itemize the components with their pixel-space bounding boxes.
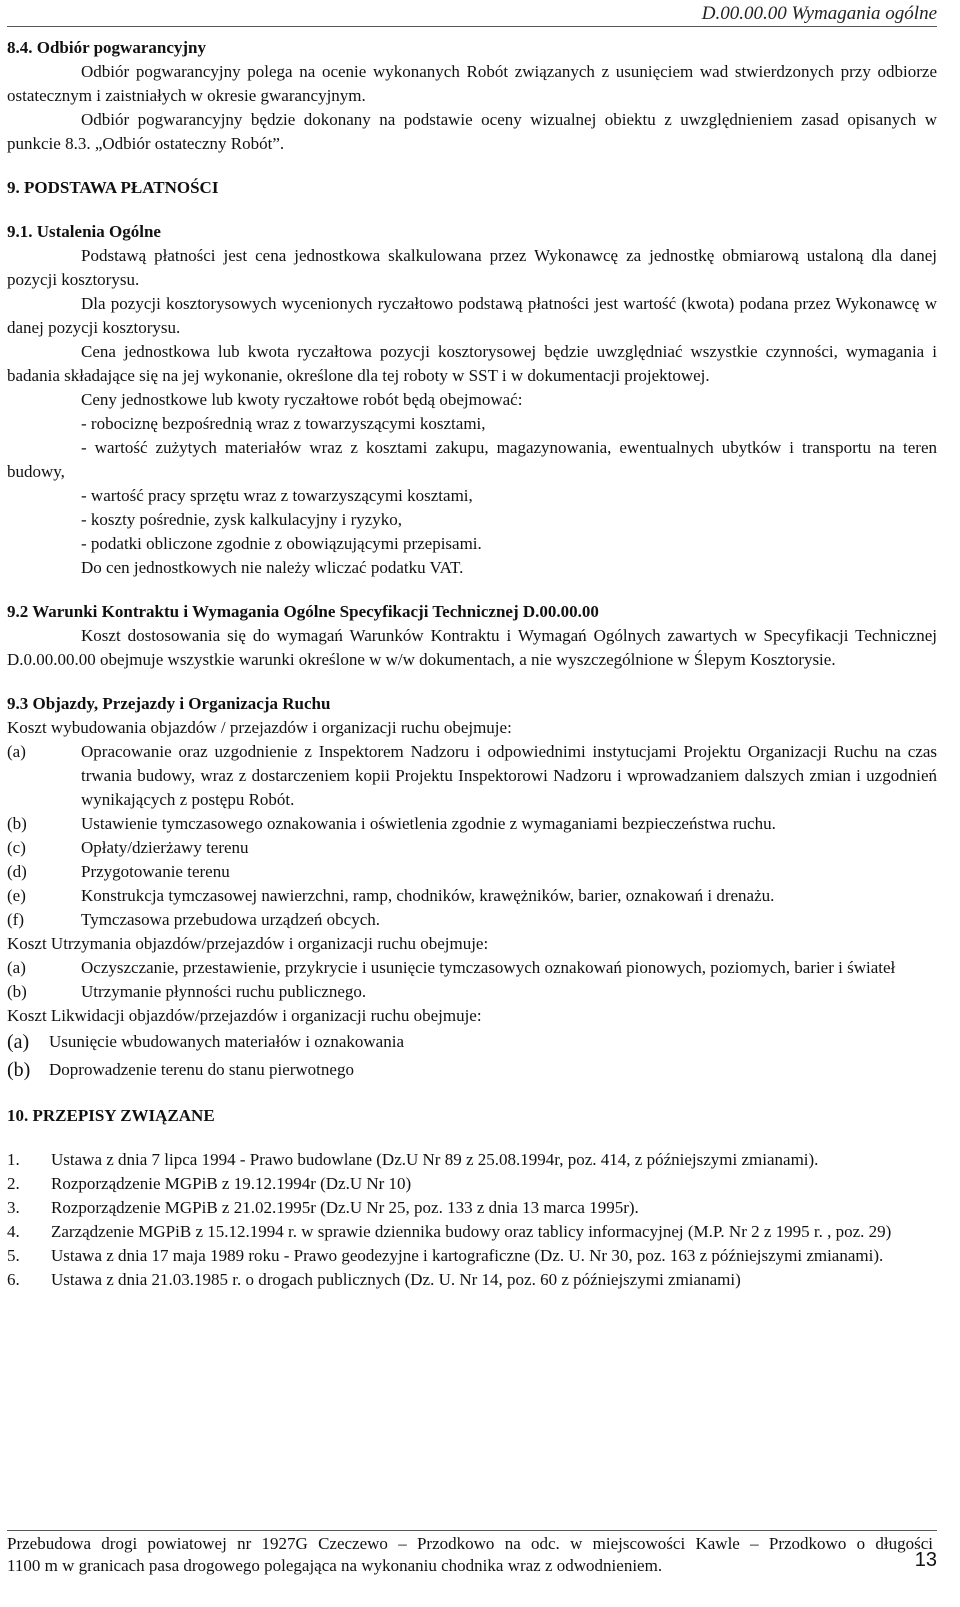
paragraph: Koszt wybudowania objazdów / przejazdów i organizacji ruchu obejmuje: bbox=[7, 718, 512, 737]
list-item: (e) Konstrukcja tymczasowej nawierzchni, ramp, chodników, krawężników, barier, oznakowań i drenażu. bbox=[7, 886, 775, 905]
regulation-item: 3. Rozporządzenie MGPiB z 21.02.1995r (Dz.U Nr 25, poz. 133 z dnia 13 marca 1995r). bbox=[7, 1198, 639, 1217]
regulation-item: 5. Ustawa z dnia 17 maja 1989 roku - Prawo geodezyjne i kartograficzne (Dz. U. Nr 30, poz. 163 z późniejszymi zmianami). bbox=[7, 1246, 884, 1265]
list-item: (f) Tymczasowa przebudowa urządzeń obcych. bbox=[7, 910, 381, 929]
list-item: (a) Oczyszczanie, przestawienie, przykrycie i usunięcie tymczasowych oznakowań pionowych, poziomych, barier i świateł bbox=[7, 958, 896, 977]
list-item: (a) Opracowanie oraz uzgodnienie z Inspektorem Nadzoru i odpowiednimi instytucjami Projektu Organizacji Ruchu na czas trwania budowy, wraz z dostarczeniem kopii Projektu Inspektorowi Nadzoru i wprowadzaniem dalszych zmian i uzgodnień wynikających z postępu Robót. bbox=[7, 742, 937, 809]
list-item: (b) Ustawienie tymczasowego oznakowania i oświetlenia zgodnie z wymaganiami bezpieczeństwa ruchu. bbox=[7, 814, 776, 833]
cost-item: - wartość zużytych materiałów wraz z kosztami zakupu, magazynowania, ewentualnych ubytków i transportu na teren budowy, bbox=[7, 438, 937, 481]
list-item: (b) Utrzymanie płynności ruchu publicznego. bbox=[7, 982, 367, 1001]
section-heading-9-2: 9.2 Warunki Kontraktu i Wymagania Ogólne Specyfikacji Technicznej D.00.00.00 bbox=[7, 602, 599, 621]
section-heading-10: 10. PRZEPISY ZWIĄZANE bbox=[7, 1106, 215, 1125]
regulation-item: 2. Rozporządzenie MGPiB z 19.12.1994r (Dz.U Nr 10) bbox=[7, 1174, 412, 1193]
list-item: (d) Przygotowanie terenu bbox=[7, 862, 230, 881]
list-item: (c) Opłaty/dzierżawy terenu bbox=[7, 838, 249, 857]
list-item: (b) Doprowadzenie terenu do stanu pierwotnego bbox=[7, 1059, 354, 1081]
page-number: 13 bbox=[914, 1549, 937, 1571]
section-heading-8-4: 8.4. Odbiór pogwarancyjny bbox=[7, 38, 206, 57]
section-heading-9-3: 9.3 Objazdy, Przejazdy i Organizacja Ruchu bbox=[7, 694, 331, 713]
paragraph: Koszt dostosowania się do wymagań Warunków Kontraktu i Wymagań Ogólnych zawartych w Specyfikacji Technicznej D.0.00.00.00 obejmuje wszystkie warunki określone w w/w dokumentach, a nie wyszczególnione w Ślepym Kosztorysie. bbox=[7, 626, 937, 669]
document-body bbox=[7, 36, 937, 1292]
paragraph: Odbiór pogwarancyjny polega na ocenie wykonanych Robót związanych z usunięciem wad stwierdzonych przy odbiorze ostatecznym i zaistniałych w okresie gwarancyjnym. bbox=[7, 62, 937, 105]
paragraph: Odbiór pogwarancyjny będzie dokonany na podstawie oceny wizualnej obiektu z uwzględnieniem zasad opisanych w punkcie 8.3. „Odbiór ostateczny Robót”. bbox=[7, 110, 937, 153]
paragraph: Cena jednostkowa lub kwota ryczałtowa pozycji kosztorysowej będzie uwzględniać wszystkie czynności, wymagania i badania składające się na jej wykonanie, określone dla tej roboty w SST i w dokumentacji projektowej. bbox=[7, 342, 937, 385]
section-heading-9-1: 9.1. Ustalenia Ogólne bbox=[7, 222, 161, 241]
paragraph: Koszt Utrzymania objazdów/przejazdów i organizacji ruchu obejmuje: bbox=[7, 934, 489, 953]
page-footer bbox=[7, 1530, 937, 1577]
cost-item: - robociznę bezpośrednią wraz z towarzyszącymi kosztami, bbox=[81, 414, 486, 433]
cost-item: - wartość pracy sprzętu wraz z towarzyszącymi kosztami, bbox=[81, 486, 473, 505]
regulation-item: 6. Ustawa z dnia 21.03.1985 r. o drogach publicznych (Dz. U. Nr 14, poz. 60 z późniejszymi zmianami) bbox=[7, 1270, 741, 1289]
paragraph: Ceny jednostkowe lub kwoty ryczałtowe robót będą obejmować: bbox=[81, 390, 523, 409]
regulation-item: 1. Ustawa z dnia 7 lipca 1994 - Prawo budowlane (Dz.U Nr 89 z 25.08.1994r, poz. 414, z późniejszymi zmianami). bbox=[7, 1150, 819, 1169]
footer-project-line-1: Przebudowa drogi powiatowej nr 1927G Czeczewo – Przodkowo na odc. w miejscowości Kawle – Przodkowo o długości bbox=[7, 1534, 933, 1553]
list-item: (a) Usunięcie wbudowanych materiałów i oznakowania bbox=[7, 1031, 404, 1053]
section-heading-9: 9. PODSTAWA PŁATNOŚCI bbox=[7, 178, 219, 197]
paragraph: Podstawą płatności jest cena jednostkowa skalkulowana przez Wykonawcę za jednostkę obmiarową ustaloną dla danej pozycji kosztorysu. bbox=[7, 246, 937, 289]
running-header: D.00.00.00 Wymagania ogólne bbox=[701, 3, 937, 24]
footer-rule bbox=[7, 1530, 937, 1531]
paragraph: Dla pozycji kosztorysowych wycenionych ryczałtowo podstawą płatności jest wartość (kwota) podana przez Wykonawcę w danej pozycji kosztorysu. bbox=[7, 294, 937, 337]
paragraph: Koszt Likwidacji objazdów/przejazdów i organizacji ruchu obejmuje: bbox=[7, 1006, 482, 1025]
header-rule bbox=[7, 26, 937, 27]
regulation-item: 4. Zarządzenie MGPiB z 15.12.1994 r. w sprawie dziennika budowy oraz tablicy informacyjnej (M.P. Nr 2 z 1995 r. , poz. 29) bbox=[7, 1222, 892, 1241]
footer-project-line-2: 1100 m w granicach pasa drogowego polegająca na wykonaniu chodnika wraz z odwodnieniem. bbox=[7, 1556, 663, 1575]
cost-item: - koszty pośrednie, zysk kalkulacyjny i ryzyko, bbox=[81, 510, 403, 529]
paragraph: Do cen jednostkowych nie należy wliczać podatku VAT. bbox=[81, 558, 464, 577]
cost-item: - podatki obliczone zgodnie z obowiązującymi przepisami. bbox=[81, 534, 482, 553]
